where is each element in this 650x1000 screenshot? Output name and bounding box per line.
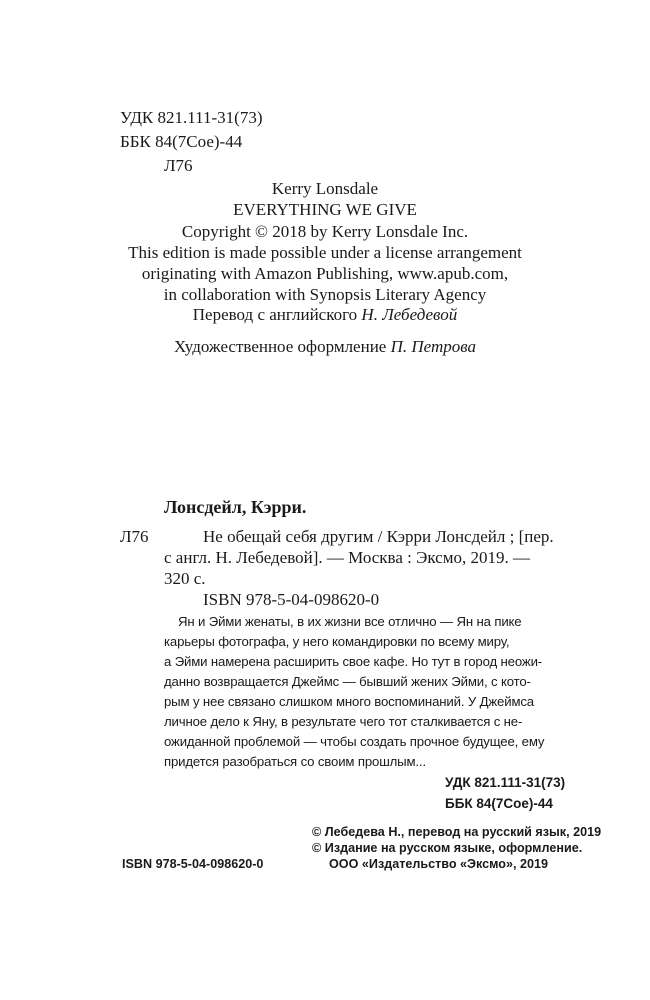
original-title: EVERYTHING WE GIVE <box>233 200 417 219</box>
annotation-line-6: личное дело к Яну, в результате чего тот сталкивается с не- <box>164 714 523 729</box>
copyright-line-3: originating with Amazon Publishing, www.apub.com, <box>141 264 509 283</box>
card-line-1: Не обещай себя другим / Кэрри Лонсдейл ; [пер. <box>203 527 554 546</box>
designer-label: Художественное оформление <box>173 337 391 356</box>
bottom-copyright-3: ООО «Издательство «Эксмо», 2019 <box>329 857 549 871</box>
annotation-line-7: ожиданной проблемой — чтобы создать прочное будущее, ему <box>164 734 545 749</box>
udk-code: УДК 821.111-31(73) <box>120 108 263 127</box>
translator-name: Н. Лебедевой <box>361 305 458 324</box>
annotation-line-4: данно возвращается Джеймс — бывший жених Эйми, с кото- <box>164 674 531 689</box>
translator-label: Перевод с английского <box>192 305 362 324</box>
designer-name: П. Петрова <box>390 337 477 356</box>
author-mark: Л76 <box>164 156 193 175</box>
card-line-2: с англ. Н. Лебедевой]. — Москва : Эксмо, 2019. — <box>164 548 530 567</box>
card-line-3: 320 с. <box>164 569 206 588</box>
translator-credit <box>0 305 650 325</box>
bbk-code: ББК 84(7Сое)-44 <box>120 132 243 151</box>
copyright-line-2: This edition is made possible under a license arrangement <box>128 243 522 262</box>
annotation-line-1: Ян и Эйми женаты, в их жизни все отлично — Ян на пике <box>178 614 522 629</box>
annotation-line-2: карьеры фотографа, у него командировки по всему миру, <box>164 634 510 649</box>
card-isbn: ISBN 978-5-04-098620-0 <box>203 590 380 609</box>
card-heading: Лонсдейл, Кэрри. <box>164 497 307 517</box>
copyright-line-1: Copyright © 2018 by Kerry Lonsdale Inc. <box>181 222 469 241</box>
annotation-bbk: ББК 84(7Сое)-44 <box>445 796 553 811</box>
bottom-isbn: ISBN 978-5-04-098620-0 <box>122 857 264 871</box>
designer-credit <box>0 337 650 357</box>
annotation-line-8: придется разобраться со своим прошлым... <box>164 754 426 769</box>
annotation-udk: УДК 821.111-31(73) <box>445 775 566 790</box>
bottom-copyright-1: © Лебедева Н., перевод на русский язык, 2019 <box>312 825 602 839</box>
copyright-line-4: in collaboration with Synopsis Literary Agency <box>163 285 487 304</box>
card-author-mark: Л76 <box>120 527 149 546</box>
annotation-line-5: рым у нее связано слишком много воспоминаний. У Джеймса <box>164 694 534 709</box>
bottom-copyright-2: © Издание на русском языке, оформление. <box>312 841 583 855</box>
original-author: Kerry Lonsdale <box>271 179 379 198</box>
annotation-line-3: а Эйми намерена расширить свое кафе. Но тут в город неожи- <box>164 654 543 669</box>
